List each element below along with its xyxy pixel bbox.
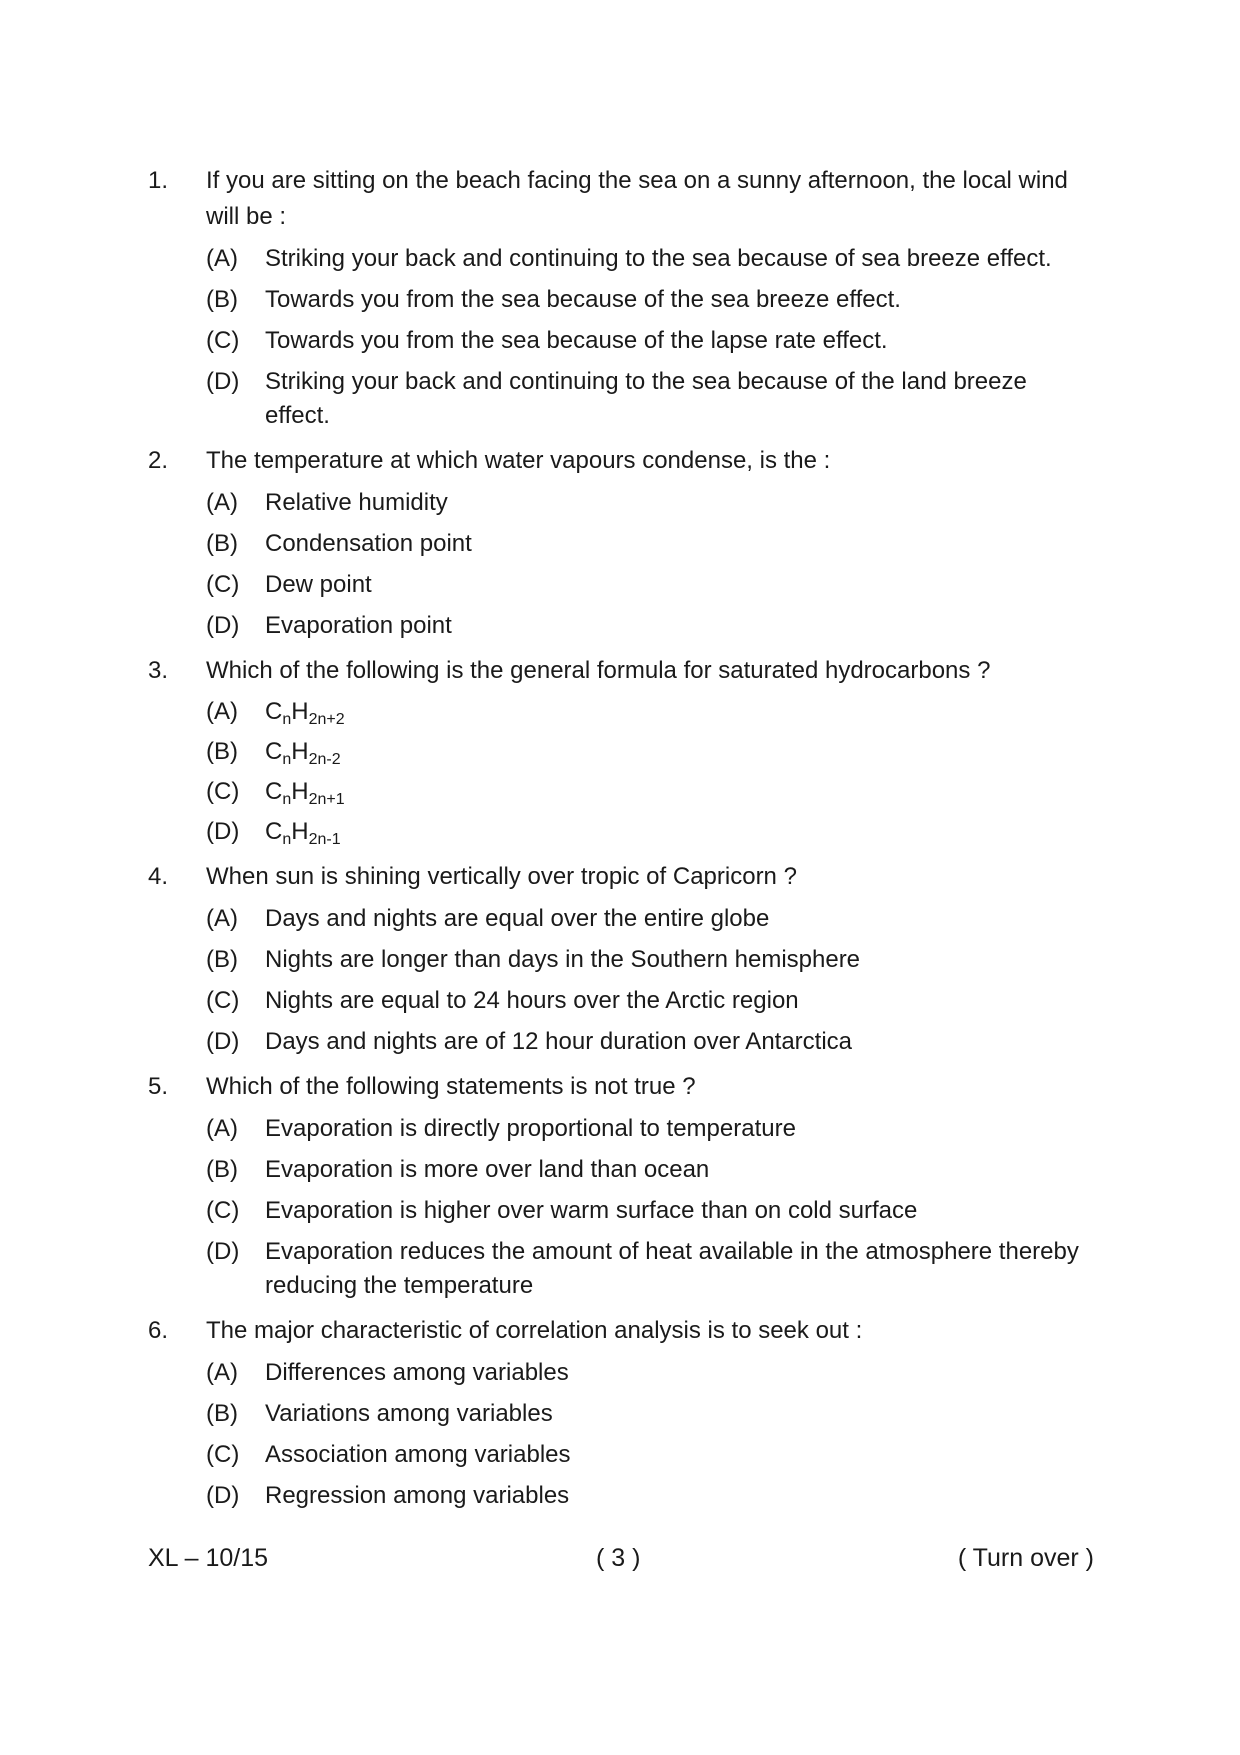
option-d — [206, 1025, 1098, 1059]
question-1 — [148, 163, 1098, 433]
option-text: Evaporation is directly proportional to temperature — [265, 1115, 796, 1142]
formula-carbon-subscript: n — [282, 751, 292, 768]
option-letter: (D) — [206, 1238, 240, 1265]
option-b — [206, 1153, 1098, 1187]
option-letter: (B) — [206, 1156, 238, 1183]
option-letter: (B) — [206, 286, 238, 313]
option-text: Towards you from the sea because of the lapse rate effect. — [265, 327, 888, 354]
formula — [265, 775, 1098, 809]
option-b — [206, 1397, 1098, 1431]
question-text: The temperature at which water vapours condense, is the : — [206, 447, 831, 474]
question-number: 6. — [148, 1317, 169, 1344]
option-c — [206, 984, 1098, 1018]
option-text: Evaporation is higher over warm surface than on cold surface — [265, 1197, 918, 1224]
question-3 — [148, 653, 1098, 849]
option-letter: (B) — [206, 738, 238, 765]
option-c — [206, 1194, 1098, 1228]
option-list — [206, 902, 1098, 1059]
option-d — [206, 365, 1098, 433]
option-b — [206, 943, 1098, 977]
option-text: Striking your back and continuing to the sea because of the land breeze effect. — [265, 368, 1027, 429]
option-b — [206, 527, 1098, 561]
option-d — [206, 609, 1098, 643]
formula-carbon-subscript: n — [282, 711, 292, 728]
option-letter: (B) — [206, 946, 238, 973]
option-letter: (C) — [206, 1197, 240, 1224]
option-b — [206, 735, 1098, 769]
paper-code: XL – 10/15 — [148, 1544, 269, 1572]
option-text: Nights are equal to 24 hours over the Arctic region — [265, 987, 799, 1014]
option-text: Regression among variables — [265, 1482, 570, 1509]
formula — [265, 735, 1098, 769]
option-letter: (B) — [206, 530, 238, 557]
option-b — [206, 283, 1098, 317]
formula-hydrogen-subscript: 2n-1 — [308, 831, 341, 848]
option-text: Dew point — [265, 571, 372, 598]
option-text: Association among variables — [265, 1441, 571, 1468]
option-text: Differences among variables — [265, 1359, 569, 1386]
formula — [265, 695, 1098, 729]
formula-carbon: C — [265, 738, 283, 765]
formula-carbon-subscript: n — [282, 791, 292, 808]
option-letter: (D) — [206, 1028, 240, 1055]
formula-hydrogen-subscript: 2n+2 — [308, 711, 345, 728]
formula-hydrogen: H — [291, 818, 309, 845]
option-letter: (A) — [206, 1359, 238, 1386]
question-number: 3. — [148, 657, 169, 684]
option-c — [206, 775, 1098, 809]
question-list — [148, 163, 1098, 1523]
option-a — [206, 695, 1098, 729]
option-c — [206, 568, 1098, 602]
formula-hydrogen: H — [291, 698, 309, 725]
page-footer — [148, 1540, 1098, 1576]
option-letter: (C) — [206, 571, 240, 598]
option-list — [206, 486, 1098, 643]
question-number: 2. — [148, 447, 169, 474]
option-text: Evaporation is more over land than ocean — [265, 1156, 710, 1183]
option-letter: (C) — [206, 987, 240, 1014]
option-a — [206, 486, 1098, 520]
question-number: 5. — [148, 1073, 169, 1100]
option-letter: (D) — [206, 368, 240, 395]
option-list — [206, 242, 1098, 433]
question-text: When sun is shining vertically over tropic of Capricorn ? — [206, 863, 797, 890]
formula-hydrogen-subscript: 2n+1 — [308, 791, 345, 808]
formula-carbon: C — [265, 698, 283, 725]
option-d — [206, 1235, 1098, 1303]
question-text: Which of the following statements is not true ? — [206, 1073, 696, 1100]
option-letter: (D) — [206, 818, 240, 845]
formula — [265, 815, 1098, 849]
option-letter: (D) — [206, 1482, 240, 1509]
option-a — [206, 1112, 1098, 1146]
option-letter: (B) — [206, 1400, 238, 1427]
option-c — [206, 324, 1098, 358]
option-letter: (A) — [206, 1115, 238, 1142]
option-text: Striking your back and continuing to the sea because of sea breeze effect. — [265, 245, 1052, 272]
formula-carbon-subscript: n — [282, 831, 292, 848]
formula-carbon: C — [265, 818, 283, 845]
question-text: If you are sitting on the beach facing the sea on a sunny afternoon, the local wind will be : — [206, 167, 1068, 230]
option-text: Evaporation point — [265, 612, 452, 639]
turn-over-note: ( Turn over ) — [957, 1544, 1094, 1572]
option-letter: (D) — [206, 612, 240, 639]
option-letter: (C) — [206, 1441, 240, 1468]
option-letter: (A) — [206, 905, 238, 932]
option-letter: (A) — [206, 698, 238, 725]
formula-hydrogen-subscript: 2n-2 — [308, 751, 341, 768]
option-c — [206, 1438, 1098, 1472]
option-text: Days and nights are of 12 hour duration over Antarctica — [265, 1028, 853, 1055]
question-number: 1. — [148, 167, 169, 194]
formula-hydrogen: H — [291, 778, 309, 805]
option-text: Towards you from the sea because of the sea breeze effect. — [265, 286, 901, 313]
question-number: 4. — [148, 863, 169, 890]
option-list — [206, 1112, 1098, 1303]
option-a — [206, 902, 1098, 936]
option-list — [206, 1356, 1098, 1513]
page-number: ( 3 ) — [596, 1544, 641, 1572]
option-text: Relative humidity — [265, 489, 448, 516]
question-4 — [148, 859, 1098, 1059]
option-list — [206, 695, 1098, 849]
question-6 — [148, 1313, 1098, 1513]
option-a — [206, 1356, 1098, 1390]
question-text: The major characteristic of correlation analysis is to seek out : — [206, 1317, 863, 1344]
option-letter: (A) — [206, 245, 238, 272]
option-text: Condensation point — [265, 530, 472, 557]
formula-hydrogen: H — [291, 738, 309, 765]
option-text: Days and nights are equal over the entire globe — [265, 905, 770, 932]
question-2 — [148, 443, 1098, 643]
option-text: Nights are longer than days in the Southern hemisphere — [265, 946, 861, 973]
option-letter: (C) — [206, 327, 240, 354]
question-5 — [148, 1069, 1098, 1303]
question-text: Which of the following is the general formula for saturated hydrocarbons ? — [206, 657, 991, 684]
formula-carbon: C — [265, 778, 283, 805]
option-a — [206, 242, 1098, 276]
option-text: Evaporation reduces the amount of heat available in the atmosphere thereby reducing the temperature — [265, 1238, 1079, 1299]
option-text: Variations among variables — [265, 1400, 553, 1427]
option-letter: (A) — [206, 489, 238, 516]
option-letter: (C) — [206, 778, 240, 805]
option-d — [206, 1479, 1098, 1513]
option-d — [206, 815, 1098, 849]
